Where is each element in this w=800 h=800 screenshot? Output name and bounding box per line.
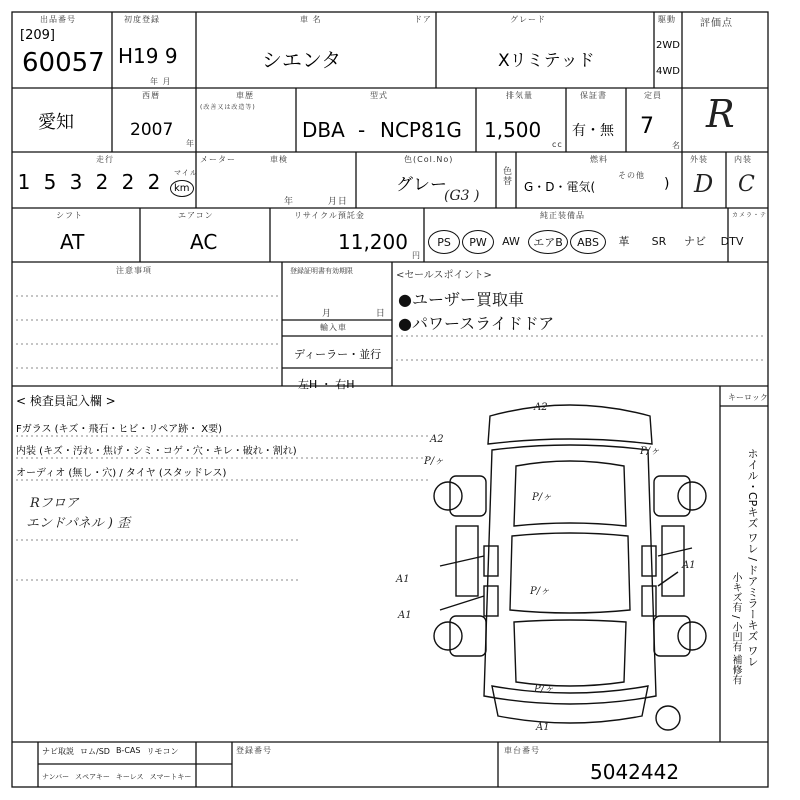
model-dash: - [358,118,366,142]
footer-label: キーレス [115,773,144,781]
sales-point-text: ユーザー買取車 [411,290,524,309]
color-change-label: 色替 [501,166,511,186]
interior-value: C [738,172,755,197]
exterior-value: D [694,170,714,198]
mileage-digit: 5 [43,170,57,194]
model-prefix: DBA [302,118,345,142]
recycle-unit: 円 [412,251,421,260]
audio-line: オーディオ (無し・穴) / タイヤ (スタッドレス) [16,468,227,479]
score-label: 評価点 [700,18,733,29]
history-label: 車歴 [236,91,254,100]
mileage-unit-km: km [170,180,194,197]
footer-label: B-CAS [115,746,141,755]
location: 愛知 [38,112,74,133]
mileage-label: 走行 [96,155,114,164]
lot-bracket: [209] [20,28,55,43]
sales-point-text: パワースライドドア [411,314,555,333]
score-value: R [706,92,735,136]
chassis-label: 車台番号 [504,746,540,755]
inspection-title: < 検査員記入欄 > [16,394,116,408]
drive-2wd: 2WD [656,40,680,51]
drive-label: 駆動 [658,15,676,24]
lot-label: 出品番号 [40,15,76,24]
warranty-label: 保証書 [580,91,607,100]
first-reg-units: 年 月 [150,77,172,86]
damage-mark: A1 [682,560,696,571]
damage-legend: ホイル・CPキズ ワレ / ドアミラーキズ ワレ [746,448,759,668]
grade: Xリミテッド [498,51,595,71]
equipment-label: 純正装備品 [540,211,585,220]
damage-mark: A1 [536,722,550,733]
handwritten-note-2: エンドパネル ) 歪 [26,516,131,531]
damage-mark: A2 [430,434,444,445]
sales-points [398,288,554,336]
damage-legend-2: 小キズ有 / 小凹有 補修有 [730,572,741,685]
footer-label: スマートキー [149,773,192,781]
first-reg-value: H19 9 [118,44,178,68]
equip-aw: AW [502,234,520,248]
sales-point-item: ●ユーザー買取車 [398,290,524,309]
keyless-label-small: カメラ・テ [732,212,768,219]
capacity-value: 7 [640,114,654,139]
footer-label: スペアキー [75,773,110,781]
equip-airbag: エアB [528,230,568,254]
damage-mark: P/ヶ [424,456,445,467]
mileage-digit: 2 [121,170,135,194]
equip-leather: 革 [618,235,630,248]
ac-label: エアコン [178,211,214,220]
displacement-unit: cc [552,140,563,149]
damage-mark: A2 [534,402,548,413]
damage-mark: A1 [398,610,412,621]
color-code: (G3 ) [444,188,480,204]
footer-row-1 [42,746,178,757]
keyless-label: キーロック [728,393,768,402]
import-label: 輸入車 [320,323,347,332]
footer-label: ナンバー [42,773,70,781]
door-label: ドア [414,15,432,24]
fuel-close: ) [664,176,670,192]
fuel-label: 燃料 [590,155,608,164]
model-label: 型式 [370,91,388,100]
car-name-label: 車 名 [300,15,322,24]
lot-number: 60057 [22,48,105,78]
equip-pw: PW [462,230,494,254]
shift-label: シフト [56,211,83,220]
capacity-label: 定員 [644,91,662,100]
equipment-list [428,230,750,254]
recycle-value: 11,200 [338,230,408,254]
shift-value: AT [60,230,85,254]
damage-mark: A1 [396,574,410,585]
warranty-value: 有・無 [572,123,614,139]
drive-4wd: 4WD [656,66,680,77]
displacement-value: 1,500 [484,118,542,142]
steering-value: 左H ・ 右H [298,378,355,391]
car-diagram [420,396,720,740]
import-value: ディーラー・並行 [294,348,382,361]
mileage-digit: 2 [147,170,161,194]
mileage-digit: 3 [69,170,83,194]
mileage-digit: 1 [17,170,31,194]
footer-label: ナビ取説 [42,747,74,756]
chassis-number: 5042442 [590,760,680,784]
sales-point-item: ●パワースライドドア [398,314,555,333]
footer-label: リモコン [146,747,179,756]
year-value: 2007 [130,120,174,140]
car-name: シエンタ [262,48,342,72]
glass-line: Fガラス (キズ・飛石・ヒビ・リペア跡・ X要) [16,424,223,435]
ac-value: AC [190,230,218,254]
equip-ps: PS [428,230,460,254]
equip-abs: ABS [570,230,606,254]
footer-row-2 [42,772,191,782]
year-label: 西暦 [142,91,160,100]
color-value: グレー [396,175,447,195]
equip-dtv: DTV [720,234,744,248]
mileage-digit: 2 [95,170,109,194]
expiry-units: 月 日 [322,309,386,319]
reg-number-label: 登録番号 [236,746,272,755]
damage-mark: P/ヶ [530,586,551,597]
equip-sr: SR [651,234,667,248]
damage-mark: P/ヶ [640,446,661,457]
damage-mark: P/ヶ [532,492,553,503]
fuel-options: G・D・電気( [524,180,596,194]
inspection-units: 年 月日 [284,197,348,207]
notes-label: 注意事項 [116,266,152,275]
fuel-other: その他 [618,171,645,180]
mileage-digits [14,170,164,194]
history-sub: (改善又は改造等) [200,104,256,111]
exterior-label: 外装 [690,155,708,164]
capacity-unit: 名 [672,141,681,150]
recycle-label: リサイクル預託金 [294,211,365,220]
mileage-unit-mile: マイル [174,169,198,177]
first-reg-label: 初度登録 [124,15,160,24]
grade-label: グレード [510,15,546,24]
damage-mark: P/ヶ [534,684,555,695]
displacement-label: 排気量 [506,91,533,100]
interior-label: 内装 [734,155,752,164]
footer-label: ロム/SD [80,747,110,756]
expiry-label: 登録証明書有効期限 [290,267,353,275]
model-code: NCP81G [380,118,462,142]
equip-navi: ナビ [684,235,706,248]
year-unit: 年 [186,139,195,148]
color-label: 色(Col.No) [404,155,454,164]
handwritten-note-1: Rフロア [30,496,79,511]
interior-line: 内装 (キズ・汚れ・焦げ・シミ・コゲ・穴・キレ・破れ・割れ) [16,446,297,457]
meter-label: メーター [200,155,236,164]
sales-label: <セールスポイント> [396,270,492,281]
inspection-label: 車検 [270,155,288,164]
